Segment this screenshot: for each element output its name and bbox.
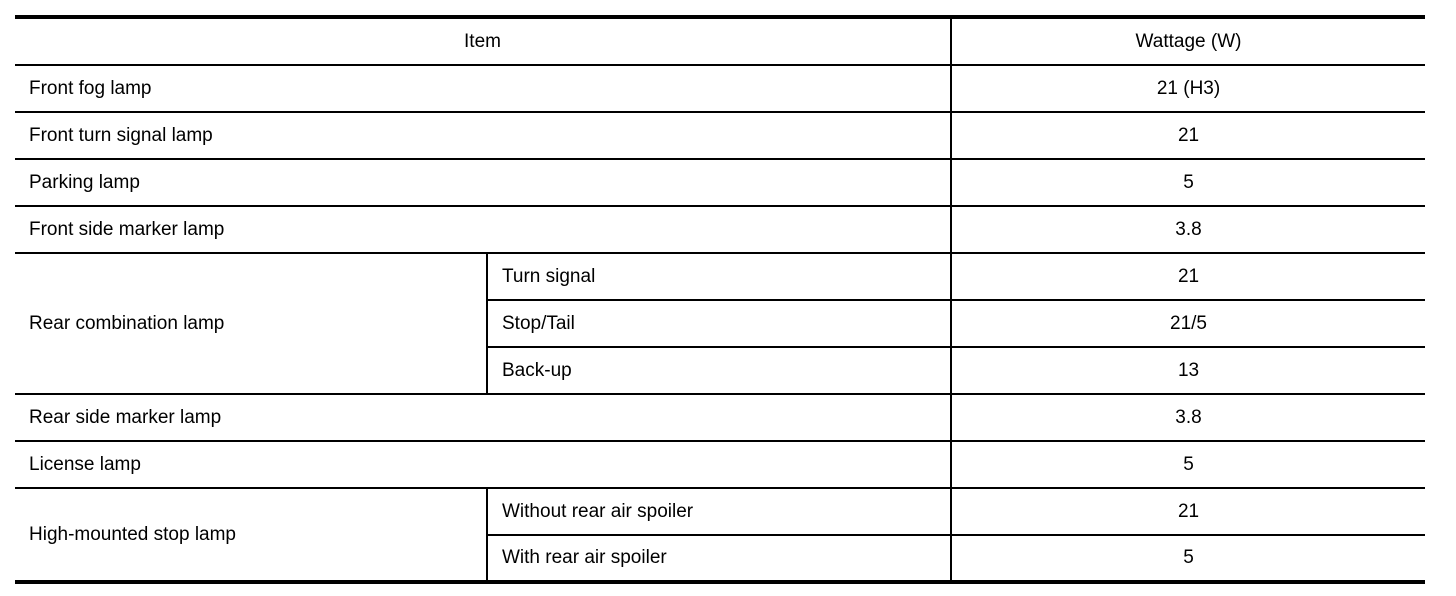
row-wattage-front-fog: 21 (H3) [951, 65, 1425, 112]
table-row [15, 206, 1425, 253]
row-wattage-front-side-marker: 3.8 [951, 206, 1425, 253]
row-wattage-front-turn: 21 [951, 112, 1425, 159]
header-wattage: Wattage (W) [951, 17, 1425, 65]
row-wattage-license: 5 [951, 441, 1425, 488]
row-wattage-parking: 5 [951, 159, 1425, 206]
table-row [15, 253, 1425, 300]
sub-item-without-spoiler: Without rear air spoiler [487, 488, 951, 535]
table-row [15, 65, 1425, 112]
row-item-high-mounted-stop: High-mounted stop lamp [15, 488, 487, 582]
bulb-wattage-table [15, 15, 1425, 584]
header-item: Item [15, 17, 951, 65]
table-row [15, 159, 1425, 206]
sub-wattage-with-spoiler: 5 [951, 535, 1425, 582]
sub-item-turn-signal: Turn signal [487, 253, 951, 300]
table-row [15, 441, 1425, 488]
table-row [15, 488, 1425, 535]
table-row [15, 394, 1425, 441]
row-item-front-turn: Front turn signal lamp [15, 112, 951, 159]
sub-item-stop-tail: Stop/Tail [487, 300, 951, 347]
sub-wattage-without-spoiler: 21 [951, 488, 1425, 535]
row-item-front-fog: Front fog lamp [15, 65, 951, 112]
sub-wattage-turn-signal: 21 [951, 253, 1425, 300]
sub-wattage-back-up: 13 [951, 347, 1425, 394]
sub-item-back-up: Back-up [487, 347, 951, 394]
sub-wattage-stop-tail: 21/5 [951, 300, 1425, 347]
row-item-rear-side-marker: Rear side marker lamp [15, 394, 951, 441]
table-header-row [15, 17, 1425, 65]
sub-item-with-spoiler: With rear air spoiler [487, 535, 951, 582]
table-row [15, 112, 1425, 159]
row-wattage-rear-side-marker: 3.8 [951, 394, 1425, 441]
row-item-license: License lamp [15, 441, 951, 488]
row-item-front-side-marker: Front side marker lamp [15, 206, 951, 253]
row-item-rear-combination: Rear combination lamp [15, 253, 487, 394]
row-item-parking: Parking lamp [15, 159, 951, 206]
